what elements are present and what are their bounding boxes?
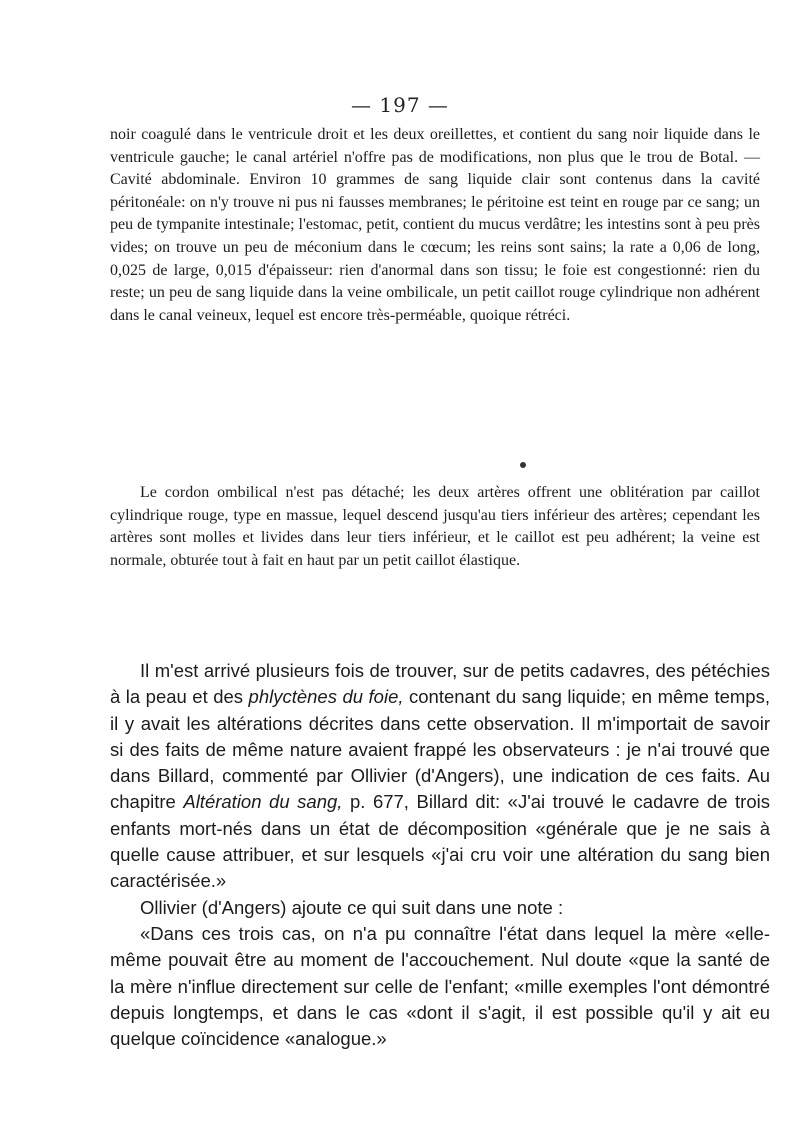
- commentary-text-start: Il m'est arrivé plusieurs fois de trouver, sur de petits cadavres, des pétéchies à la peau et des: [110, 660, 770, 708]
- ollivier-note-intro: Ollivier (d'Angers) ajoute ce qui suit dans une note :: [140, 896, 564, 918]
- autopsy-text: noir coagulé dans le ventricule droit et les deux oreillettes, et contient du sang noir liquide dans le ventricule gauche; le canal artériel n'offre pas de modifications, non plus que le trou de Botal. — Cavité abdominale. Environ 10 grammes de sang liquide clair sont contenus dans la cavité péritonéale: on n'y trouve ni pus ni fausses membranes; le péritoine est teint en rouge par ce sang; un peu de tympanite intestinale; l'estomac, petit, contient du mucus verdâtre; les intestins sont à peu près vides; on trouve un peu de méconium dans le cœcum; les reins sont sains; la rate a 0,06 de long, 0,025 de large, 0,015 d'épaisseur: rien d'anormal dans son tissu; le foie est congestionné: rien du reste; un peu de sang liquide dans la veine ombilicale, un petit caillot rouge cylindrique non adhérent dans le canal veineux, lequel est encore très-perméable, quoique rétréci.: [110, 126, 760, 324]
- ollivier-quote: «Dans ces trois cas, on n'a pu connaître l'état dans lequel la mère «elle-même pouvait être au moment de l'accouchement. Nul doute «que la santé de la mère n'influe directement sur celle de l'enfant; «mille exemples l'ont démontré depuis longtemps, et dans le cas «dont il s'agit, il est possible qu'il y ait eu quelque coïncidence «analogue.»: [110, 922, 770, 1050]
- commentary-paragraph: [110, 658, 770, 895]
- case-report-paragraph: [110, 124, 760, 327]
- umbilical-cord-paragraph: [110, 482, 760, 572]
- commentary-italic-chapter: Altération du sang,: [183, 791, 343, 813]
- cord-text: Le cordon ombilical n'est pas détaché; les deux artères offrent une oblitération par caillot cylindrique rouge, type en massue, lequel descend jusqu'au tiers inférieur des artères; cependant les artères sont molles et livides dans leur tiers inférieur, et le caillot est peu adhérent; la veine est normale, obturée tout à fait en haut par un petit caillot élastique.: [110, 484, 760, 569]
- commentary-text-middle: contenant du sang liquide; en même temps, il y avait les altérations décrites dans cette observation. Il m'importait de savoir si des faits de même nature avaient frappé les observateurs : je n'ai trouvé que dans Billard, commenté par Ollivier (d'Angers), une indication de ces faits. Au chapitre: [110, 686, 770, 813]
- bullet-mark: [520, 462, 526, 468]
- commentary-text-end: p. 677, Billard dit: «J'ai trouvé le cadavre de trois enfants mort-nés dans un état de décomposition «générale que je ne sais à quelle cause attribuer, et sur lesquels «j'ai cru voir une altération du sang bien caractérisée.»: [110, 791, 770, 892]
- commentary-italic-term: phlyctènes du foie,: [248, 686, 404, 708]
- page-number: — 197 —: [351, 93, 449, 117]
- commentary-section: [110, 658, 770, 1052]
